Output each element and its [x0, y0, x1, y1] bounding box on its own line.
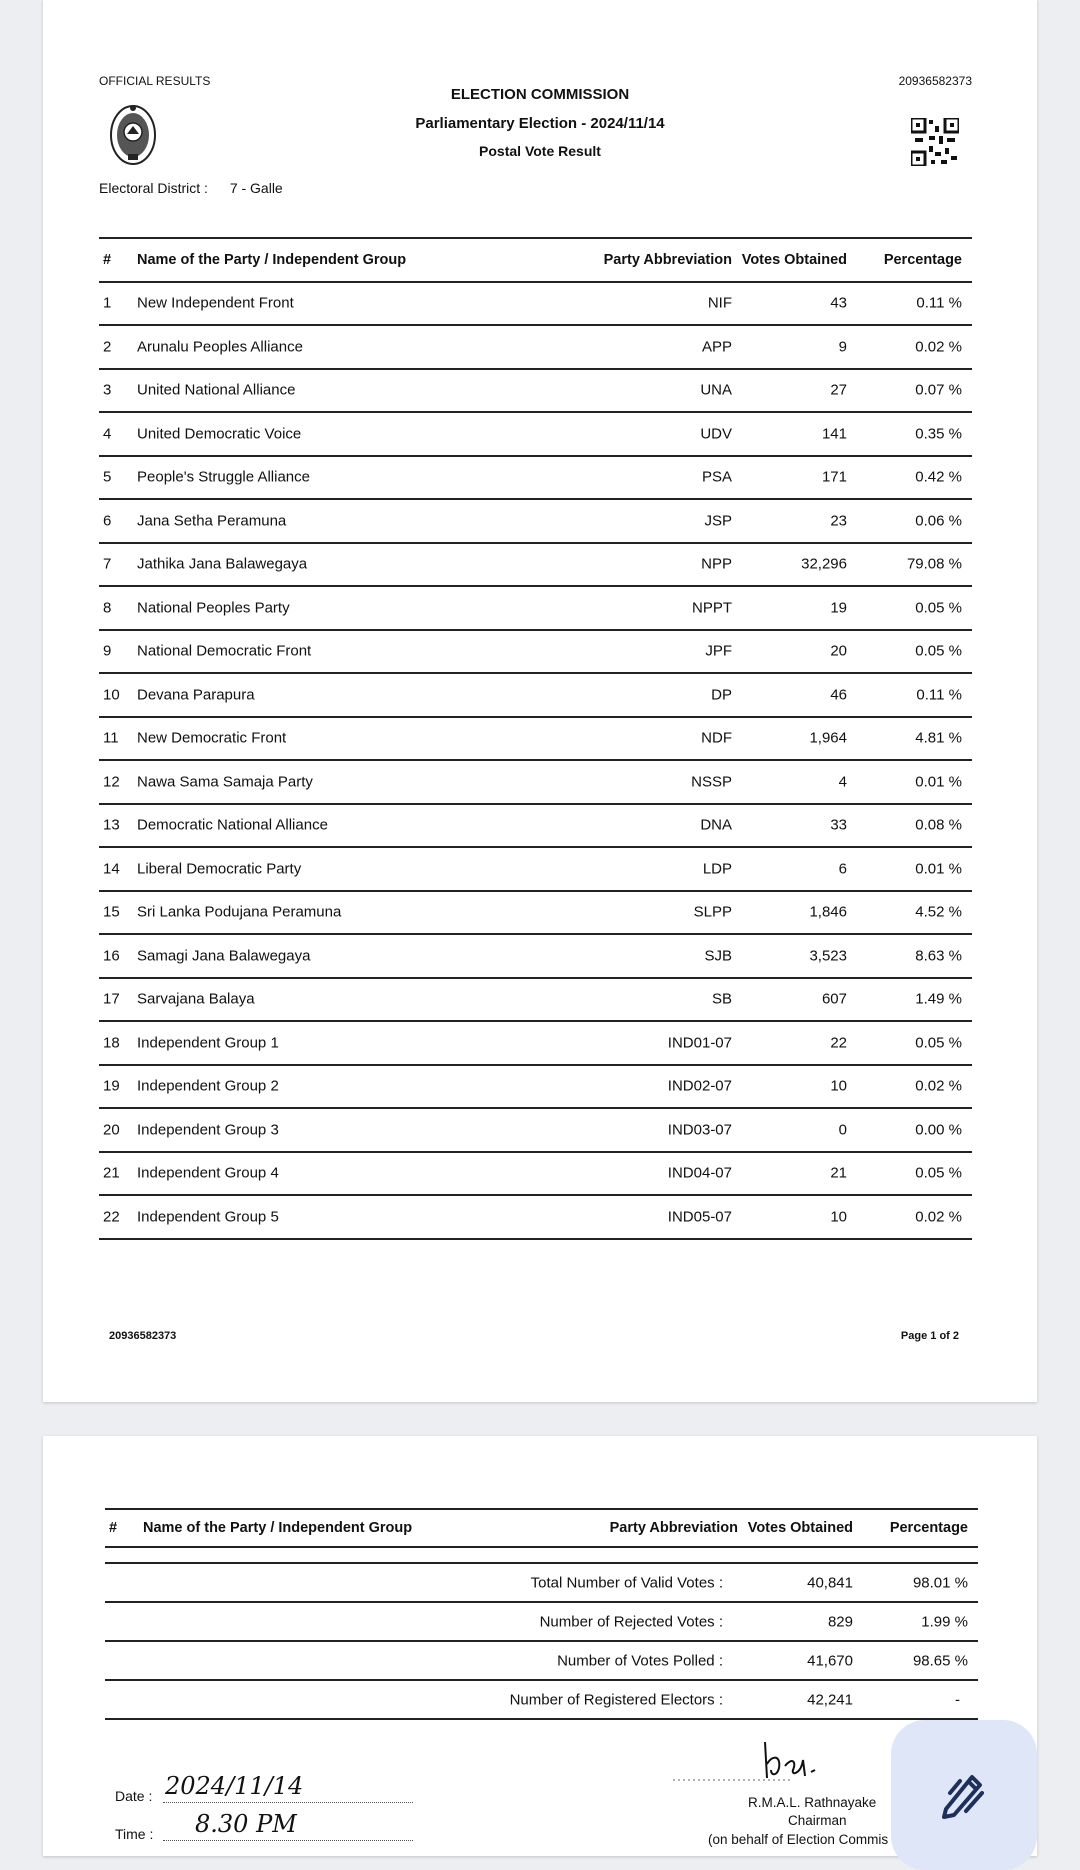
- date-value: 2024/11/14: [165, 1772, 304, 1800]
- vote-percentage: 0.07 %: [915, 381, 962, 399]
- party-name: Independent Group 1: [137, 1034, 279, 1052]
- row-number: 21: [103, 1164, 120, 1182]
- party-name: National Peoples Party: [137, 599, 290, 617]
- table-header: [99, 237, 972, 283]
- party-name: Jathika Jana Balawegaya: [137, 555, 308, 573]
- votes-obtained: 141: [821, 425, 847, 443]
- date-field: [163, 1772, 413, 1803]
- qr-code-icon: [911, 118, 959, 166]
- summary-value: 41,670: [807, 1652, 853, 1669]
- row-number: 11: [103, 729, 119, 747]
- party-name: Jana Setha Peramuna: [137, 512, 287, 530]
- votes-obtained: 3,523: [809, 947, 847, 965]
- table-row: [99, 761, 972, 805]
- votes-obtained: 32,296: [801, 555, 847, 573]
- party-abbreviation: APP: [701, 338, 732, 356]
- signatory-title: Chairman: [788, 1813, 847, 1828]
- table-row: [99, 370, 972, 414]
- vote-percentage: 0.00 %: [915, 1121, 962, 1139]
- party-name: Nawa Sama Samaja Party: [137, 773, 313, 791]
- summary-label: Number of Votes Polled :: [557, 1652, 723, 1669]
- party-abbreviation: NPP: [701, 555, 732, 573]
- party-name: Samagi Jana Balawegaya: [137, 947, 311, 965]
- party-abbreviation: IND04-07: [667, 1164, 732, 1182]
- markup-button[interactable]: [891, 1720, 1037, 1870]
- vote-percentage: 0.05 %: [915, 642, 962, 660]
- summary-percentage: 1.99 %: [921, 1613, 968, 1630]
- table-row: [99, 587, 972, 631]
- document-id-bottom: 20936582373: [109, 1330, 177, 1342]
- table-row: [99, 892, 972, 936]
- row-number: 15: [103, 903, 120, 921]
- vote-percentage: 0.35 %: [915, 425, 962, 443]
- summary-row-registered: [105, 1681, 978, 1720]
- votes-obtained: 1,964: [809, 729, 847, 747]
- document-title: ELECTION COMMISSION: [450, 86, 630, 103]
- vote-percentage: 0.11 %: [916, 686, 962, 704]
- document-id-top: 20936582373: [898, 74, 972, 88]
- signatory-name: R.M.A.L. Rathnayake: [748, 1795, 877, 1810]
- party-abbreviation: DNA: [700, 816, 732, 834]
- row-number: 9: [103, 642, 112, 660]
- party-name: Sri Lanka Podujana Peramuna: [137, 903, 342, 921]
- vote-percentage: 0.11 %: [916, 294, 962, 312]
- table-row: [99, 500, 972, 544]
- party-abbreviation: PSA: [701, 468, 732, 486]
- column-header-number: #: [103, 251, 112, 268]
- party-abbreviation: DP: [711, 686, 732, 704]
- table-row: [99, 674, 972, 718]
- vote-percentage: 0.06 %: [915, 512, 962, 530]
- party-abbreviation: IND01-07: [667, 1034, 732, 1052]
- vote-percentage: 4.52 %: [915, 903, 962, 921]
- vote-percentage: 1.49 %: [915, 990, 962, 1008]
- column-header-percentage: Percentage: [883, 251, 962, 268]
- table-row: [99, 1066, 972, 1110]
- summary-value: 40,841: [807, 1574, 853, 1591]
- sri-lanka-emblem-icon: [108, 102, 158, 168]
- signatory-behalf: (on behalf of Election Commis: [708, 1832, 889, 1847]
- row-number: 20: [103, 1121, 120, 1139]
- party-name: National Democratic Front: [137, 642, 312, 660]
- table-row: [99, 935, 972, 979]
- party-name: United Democratic Voice: [137, 425, 302, 443]
- votes-obtained: 19: [830, 599, 847, 617]
- votes-obtained: 33: [830, 816, 847, 834]
- vote-percentage: 79.08 %: [906, 555, 962, 573]
- party-abbreviation: SB: [711, 990, 732, 1008]
- table-row: [99, 631, 972, 675]
- time-value: 8.30 PM: [195, 1810, 297, 1838]
- row-number: 14: [103, 860, 120, 878]
- row-number: 10: [103, 686, 120, 704]
- party-abbreviation: NIF: [707, 294, 732, 312]
- result-type: Postal Vote Result: [479, 143, 601, 159]
- column-header-name: Name of the Party / Independent Group: [137, 251, 407, 268]
- votes-obtained: 21: [830, 1164, 847, 1182]
- document-page-2: [43, 1436, 1037, 1856]
- row-number: 6: [103, 512, 112, 530]
- party-name: United National Alliance: [137, 381, 296, 399]
- party-name: Sarvajana Balaya: [137, 990, 255, 1008]
- column-header-number: #: [109, 1520, 118, 1536]
- vote-percentage: 0.02 %: [915, 1077, 962, 1095]
- document-subtitle: Parliamentary Election - 2024/11/14: [415, 115, 665, 132]
- party-abbreviation: IND05-07: [667, 1208, 732, 1226]
- summary-row-polled: [105, 1642, 978, 1681]
- party-name: Independent Group 3: [137, 1121, 279, 1139]
- votes-obtained: 9: [838, 338, 847, 356]
- table-row: [99, 457, 972, 501]
- vote-percentage: 0.05 %: [915, 599, 962, 617]
- vote-percentage: 0.05 %: [915, 1164, 962, 1182]
- row-number: 5: [103, 468, 112, 486]
- votes-obtained: 20: [830, 642, 847, 660]
- votes-obtained: 23: [830, 512, 847, 530]
- party-abbreviation: IND03-07: [667, 1121, 732, 1139]
- table-row: [99, 283, 972, 327]
- row-number: 3: [103, 381, 112, 399]
- electoral-district: [99, 180, 283, 196]
- party-abbreviation: NPPT: [691, 599, 732, 617]
- party-abbreviation: SJB: [704, 947, 732, 965]
- votes-obtained: 4: [838, 773, 847, 791]
- vote-percentage: 0.02 %: [915, 1208, 962, 1226]
- vote-percentage: 4.81 %: [915, 729, 962, 747]
- votes-obtained: 607: [821, 990, 847, 1008]
- vote-percentage: 0.08 %: [915, 816, 962, 834]
- summary-value: 42,241: [807, 1691, 853, 1708]
- votes-obtained: 22: [830, 1034, 847, 1052]
- party-abbreviation: LDP: [702, 860, 732, 878]
- document-page-1: [43, 0, 1037, 1402]
- column-header-abbreviation: Party Abbreviation: [603, 251, 732, 268]
- table-row: [99, 1196, 972, 1240]
- row-number: 4: [103, 425, 112, 443]
- party-abbreviation: JSP: [704, 512, 732, 530]
- date-label: Date :: [115, 1788, 153, 1804]
- party-abbreviation: UDV: [700, 425, 732, 443]
- party-name: Independent Group 2: [137, 1077, 279, 1095]
- party-abbreviation: SLPP: [693, 903, 732, 921]
- party-abbreviation: JPF: [705, 642, 732, 660]
- vote-percentage: 0.05 %: [915, 1034, 962, 1052]
- votes-obtained: 171: [821, 468, 847, 486]
- table-row: [99, 979, 972, 1023]
- column-header-votes: Votes Obtained: [741, 251, 847, 268]
- party-name: New Democratic Front: [137, 729, 287, 747]
- row-number: 22: [103, 1208, 120, 1226]
- summary-label: Number of Rejected Votes :: [539, 1613, 723, 1630]
- row-number: 2: [103, 338, 112, 356]
- votes-obtained: 6: [838, 860, 847, 878]
- vote-percentage: 0.42 %: [915, 468, 962, 486]
- party-name: Liberal Democratic Party: [137, 860, 302, 878]
- votes-obtained: 43: [830, 294, 847, 312]
- table-row: [99, 413, 972, 457]
- summary-percentage: 98.65 %: [912, 1652, 968, 1669]
- votes-obtained: 1,846: [809, 903, 847, 921]
- vote-percentage: 0.02 %: [915, 338, 962, 356]
- vote-percentage: 0.01 %: [915, 860, 962, 878]
- summary-label: Number of Registered Electors :: [509, 1691, 723, 1708]
- party-name: People's Struggle Alliance: [137, 468, 310, 486]
- party-name: New Independent Front: [137, 294, 294, 312]
- row-number: 17: [103, 990, 120, 1008]
- table-row: [99, 805, 972, 849]
- page-number: Page 1 of 2: [900, 1330, 959, 1342]
- summary-row-rejected: [105, 1603, 978, 1642]
- header-divider: [105, 1548, 978, 1564]
- votes-obtained: 10: [830, 1208, 847, 1226]
- votes-obtained: 10: [830, 1077, 847, 1095]
- vote-percentage: 0.01 %: [915, 773, 962, 791]
- district-value: 7 - Galle: [229, 180, 283, 196]
- summary-table-header: [105, 1508, 978, 1548]
- party-name: Independent Group 4: [137, 1164, 279, 1182]
- column-header-votes: Votes Obtained: [747, 1520, 853, 1536]
- row-number: 1: [103, 294, 112, 312]
- time-field: [163, 1810, 413, 1841]
- table-row: [99, 326, 972, 370]
- row-number: 16: [103, 947, 120, 965]
- summary-value: 829: [827, 1613, 853, 1630]
- row-number: 19: [103, 1077, 120, 1095]
- markup-pen-icon: [936, 1765, 992, 1826]
- table-body: [99, 283, 972, 1240]
- table-row: [99, 848, 972, 892]
- party-name: Independent Group 5: [137, 1208, 279, 1226]
- official-results-label: OFFICIAL RESULTS: [99, 74, 211, 88]
- votes-obtained: 27: [830, 381, 847, 399]
- vote-percentage: 8.63 %: [915, 947, 962, 965]
- row-number: 8: [103, 599, 112, 617]
- table-row: [99, 1153, 972, 1197]
- summary-percentage: -: [955, 1691, 960, 1708]
- signature-icon: [673, 1740, 843, 1786]
- summary-table: [105, 1508, 978, 1720]
- votes-obtained: 46: [830, 686, 847, 704]
- summary-label: Total Number of Valid Votes :: [530, 1574, 723, 1591]
- row-number: 13: [103, 816, 120, 834]
- party-name: Democratic National Alliance: [137, 816, 328, 834]
- party-abbreviation: UNA: [700, 381, 732, 399]
- results-table: [99, 237, 972, 1240]
- column-header-name: Name of the Party / Independent Group: [143, 1520, 413, 1536]
- time-label: Time :: [115, 1826, 154, 1842]
- column-header-abbreviation: Party Abbreviation: [609, 1520, 738, 1536]
- row-number: 18: [103, 1034, 120, 1052]
- table-row: [99, 718, 972, 762]
- table-row: [99, 1109, 972, 1153]
- row-number: 7: [103, 555, 112, 573]
- party-abbreviation: NDF: [701, 729, 732, 747]
- party-abbreviation: IND02-07: [667, 1077, 732, 1095]
- summary-row-valid: [105, 1564, 978, 1603]
- summary-percentage: 98.01 %: [912, 1574, 968, 1591]
- party-abbreviation: NSSP: [691, 773, 732, 791]
- column-header-percentage: Percentage: [889, 1520, 968, 1536]
- votes-obtained: 0: [838, 1121, 847, 1139]
- party-name: Devana Parapura: [137, 686, 255, 704]
- row-number: 12: [103, 773, 120, 791]
- party-name: Arunalu Peoples Alliance: [137, 338, 303, 356]
- table-row: [99, 1022, 972, 1066]
- district-label: Electoral District :: [99, 180, 208, 196]
- table-row: [99, 544, 972, 588]
